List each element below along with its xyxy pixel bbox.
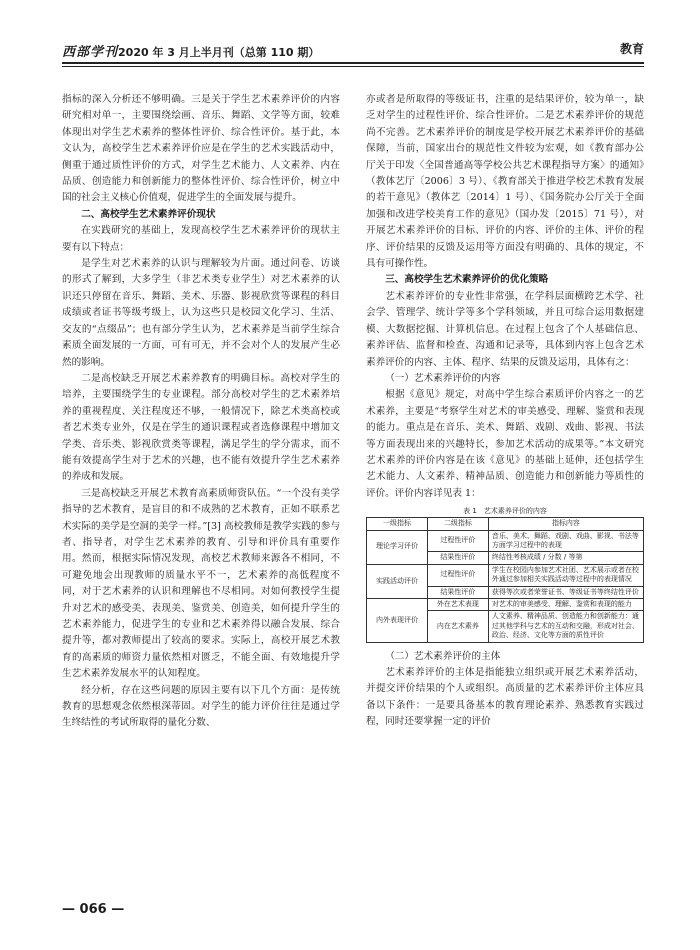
content-table <box>366 517 644 642</box>
header-rule-thick <box>62 62 644 64</box>
indicator-content: 人文素养、精神品质、创造能力和创新能力：通过其他学科与艺术的互动和交融，形成对社会、政治、经济、文化等方面的质性评价 <box>488 611 643 642</box>
section-heading: 二、高校学生艺术素养评价现状 <box>81 208 216 220</box>
header-rule-thin <box>62 66 644 67</box>
indicator-content: 音乐、美术、舞蹈、戏剧、戏曲、影视、书法等方面学习过程中的表现 <box>488 530 643 552</box>
paragraph: 三是高校缺乏开展艺术教育高素质师资队伍。“一个没有美学指导的艺术教育，是盲目的和不成熟的艺术教育，正如不联系艺术实际的美学是空洞的美学一样。”[3] 高校教师是教学实践的参与者、指导者，对学生艺术素养的教育、引导和评价具有重要作用。然而，根据实际情况发现，高校艺术教师来源各不相同，不可避免地会出现教师的质量水平不一，艺术素养的高低程度不同，对于艺术素养的认识和理解也不尽相同。对如何教授学生提升对艺术的感受美、表现美、鉴赏美、创造美，如何提升学生的艺术素养能力，促进学生的专业和艺术素养得以融合发展、综合提升等，都对教师提出了较高的要求。实际上，高校开展艺术教育的高素质的师资力量依然相对匮乏，不能全面、有效地提升学生艺术素养发展水平的认知程度。 <box>62 487 340 680</box>
secondary-indicator: 内在艺术素养 <box>427 611 488 642</box>
table-header-cell: 指标内容 <box>488 518 643 530</box>
journal-title <box>62 41 319 60</box>
paragraph: 指标的深入分析还不够明确。三是关于学生艺术素养评价的内容研究相对单一，主要围绕绘画、音乐、舞蹈、文学等方面，较难体现出对学生艺术素养的整体性评价、综合性评价。基于此，本文认为，高校学生艺术素养评价应是在学生的艺术实践活动中，侧重于通过质性评价的方式，对学生艺术能力、人文素养、内在品质、创造能力和创新能力的整体性评价、综合性评价，树立中国的社会主义核心价值观，促进学生的全面发展与提升。 <box>62 94 340 204</box>
left-column <box>62 92 340 732</box>
paragraph: 经分析，存在这些问题的原因主要有以下几个方面：是传统教育的思想观念依然根深蒂固。对学生的能力评价往往是通过学生终结性的考试所取得的量化分数、 <box>62 684 340 729</box>
secondary-indicator: 外在艺术表现 <box>427 599 488 611</box>
right-column-top <box>366 92 644 502</box>
paragraph: 二是高校缺乏开展艺术素养教育的明确目标。高校对学生的培养，主要围绕学生的专业课程。部分高校对学生的艺术素养培养的重视程度、关注程度还不够，一般情况下，除艺术类高校或者艺术类专业外，仅是在学生的通识课程或者选修课程中增加文学类、音乐类、影视欣赏类等课程，满足学生的学分需求，而不能有效提高学生对于艺术的兴趣，也不能有效提升学生艺术素养的养成和发展。 <box>62 372 340 483</box>
primary-indicator: 理论学习评价 <box>367 530 428 564</box>
primary-indicator: 实践活动评价 <box>367 564 428 598</box>
indicator-content: 终结性考核成绩 / 分数 / 等第 <box>488 552 643 564</box>
page-header <box>62 36 644 60</box>
table-row <box>367 530 644 552</box>
primary-indicator: 内外表现评价 <box>367 599 428 643</box>
subsection-heading: （二）艺术素养评价的主体 <box>385 650 501 662</box>
paragraph: 在实践研究的基础上，发现高校学生艺术素养评价的现状主要有以下特点： <box>62 225 340 253</box>
secondary-indicator: 过程性评价 <box>427 530 488 552</box>
table-row <box>367 564 644 586</box>
right-column-bottom <box>366 649 644 731</box>
section-tag: 教育 <box>619 42 644 56</box>
paragraph: 根据《意见》规定，对高中学生综合素质评价内容之一的艺术素养，主要是“考察学生对艺术的审美感受、理解、鉴赏和表现的能力。重点是在音乐、美术、舞蹈、戏剧、戏曲、影视、书法等方面表现出来的兴趣特长，参加艺术活动的成果等。”本文研究艺术素养的评价内容是在该《意见》的基础上延伸，还包括学生艺术能力、人文素养、精神品质、创造能力和创新能力等质性的评价。评价内容详见表 1： <box>366 389 644 499</box>
indicator-content: 学生在校园内参加艺术社团、艺术展示或者在校外通过参加相关实践活动等过程中的表现情况 <box>488 564 643 586</box>
table-header-cell: 二级指标 <box>427 518 488 530</box>
table-header-row <box>367 518 644 530</box>
evaluation-table <box>366 506 644 642</box>
indicator-content: 获得等次或者荣誉证书、等级证书等终结性评价 <box>488 586 643 598</box>
paragraph: 艺术素养评价的专业性非常强，在学科层面横跨艺术学、社会学、管理学、统计学等多个学科领域，并且可综合运用数据建模、大数据挖掘、计算机信息。在过程上包含了个人基础信息、素养评估、监督和检查、沟通和记录等，具体到内容上包含艺术素养评价的内容、主体、程序、结果的反馈及运用，具体有之： <box>366 290 644 368</box>
journal-logo: 西部学刊 <box>62 45 119 60</box>
subsection-heading: （一）艺术素养评价的内容 <box>385 372 501 384</box>
paragraph: 艺术素养评价的主体是指能独立组织或开展艺术素养活动，并提交评价结果的个人或组织。高质量的艺术素养评价主体应具备以下条件：一是要具备基本的教育理论素养、熟悉教育实践过程，同时还要掌握一定的评价 <box>366 667 644 728</box>
section-heading: 三、高校学生艺术素养评价的优化策略 <box>385 274 549 286</box>
paragraph: 是学生对艺术素养的认识与理解较为片面。通过问卷、访谈的形式了解到，大多学生（非艺术类专业学生）对艺术素养的认识还只停留在音乐、舞蹈、美术、乐器、影视欣赏等课程的科目成绩或者证书等级考级上，认为这些只是校园文化学习、生活、交友的“点缀品”；也有部分学生认为，艺术素养是当前学生综合素质全面发展的一方面，可有可无，并不会对个人的发展产生必然的影响。 <box>62 258 340 368</box>
table-caption: 表 1 艺术素养评价的内容 <box>463 507 547 516</box>
secondary-indicator: 结果性评价 <box>427 552 488 564</box>
indicator-content: 对艺术的审美感受、理解、鉴赏和表现的能力 <box>488 599 643 611</box>
table-row <box>367 599 644 611</box>
paragraph: 亦或者是所取得的等级证书，注重的是结果评价，较为单一，缺乏对学生的过程性评价、综合性评价。二是艺术素养评价的规范尚不完善。艺术素养评价的制度是学校开展艺术素养评价的基础保障，当前，国家出台的规范性文件较为宏观，如《教育部办公厅关于印发〈全国普通高等学校公共艺术课程指导方案〉的通知》（教体艺厅〔2006〕3 号）、《教育部关于推进学校艺术教育发展的若干意见》（教体艺〔2014〕1 号）、《国务院办公厅关于全面加强和改进学校美育工作的意见》（国办发〔2015〕71 号），对开展艺术素养评价的目标、评价的内容、评价的主体、评价的程序、评价结果的反馈及运用等方面没有明确的、具体的规定，不具有可操作性。 <box>366 94 644 270</box>
table-header-cell: 一级指标 <box>367 518 428 530</box>
issue-info: 2020 年 3 月上半月刊（总第 110 期） <box>118 46 320 59</box>
secondary-indicator: 过程性评价 <box>427 564 488 586</box>
secondary-indicator: 结果性评价 <box>427 586 488 598</box>
page-number: — 066 — <box>62 902 125 917</box>
right-column <box>366 92 644 731</box>
